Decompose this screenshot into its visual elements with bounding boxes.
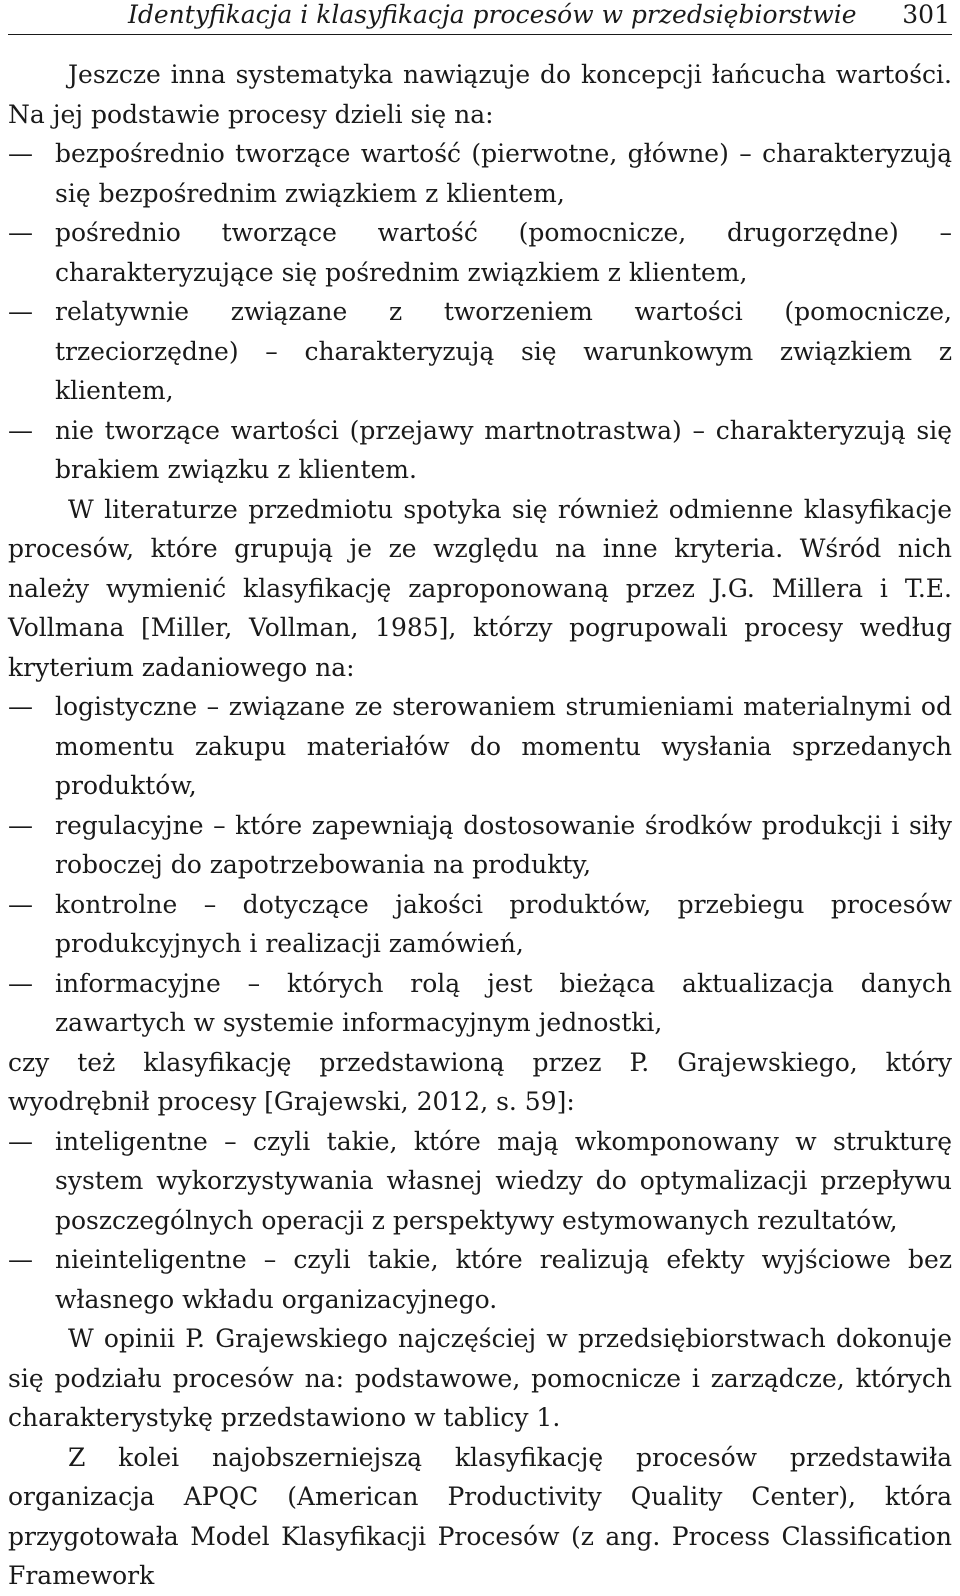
paragraph: W literaturze przedmiotu spotyka się również odmienne klasyfikacje procesów, które grupują je ze względu na inne kryteria. Wśród nich należy wymienić klasyfikację zaproponowaną przez J.G. Millera i T.E. Vollmana [Miller, Vollman, 1985], którzy pogrupowali procesy według kryterium zadaniowego na: xyxy=(8,494,952,682)
paragraph: W opinii P. Grajewskiego najczęściej w przedsiębiorstwach dokonuje się podziału procesów na: podstawowe, pomocnicze i zarządcze, których charakterystykę przedstawiono w tablicy 1. xyxy=(8,1324,952,1432)
list-item: — regulacyjne – które zapewniają dostosowanie środków produkcji i siły roboczej do zapotrzebowania na produkty, xyxy=(8,806,952,885)
running-header-title: Identyfikacja i klasyfikacja procesów w przedsiębiorstwie xyxy=(128,0,857,29)
list-item: — nie tworzące wartości (przejawy martnotrastwa) – charakteryzują się brakiem związku z klientem. xyxy=(8,411,952,490)
paragraph: Jeszcze inna systematyka nawiązuje do koncepcji łańcucha wartości. Na jej podstawie procesy dzieli się na: xyxy=(8,60,952,129)
list-item: — nieinteligentne – czyli takie, które realizują efekty wyjściowe bez własnego wkładu organizacyjnego. xyxy=(8,1240,952,1319)
list-item: — pośrednio tworzące wartość (pomocnicze, drugorzędne) – charakteryzujące się pośrednim związkiem z klientem, xyxy=(8,213,952,292)
paragraph: czy też klasyfikację przedstawioną przez P. Grajewskiego, który wyodrębnił procesy [Grajewski, 2012, s. 59]: xyxy=(8,1047,952,1116)
value-chain-list xyxy=(8,134,952,490)
page-number: 301 xyxy=(902,0,950,29)
task-criterion-list xyxy=(8,687,952,1043)
paragraph: Z kolei najobszerniejszą klasyfikację procesów przedstawiła organizacja APQC (American Productivity Quality Center), która przygotowała Model Klasyfikacji Procesów (z ang. Process Classification Framework xyxy=(8,1442,952,1590)
grajewski-list xyxy=(8,1122,952,1320)
running-header xyxy=(8,0,952,35)
list-item: — bezpośrednio tworzące wartość (pierwotne, główne) – charakteryzują się bezpośrednim związkiem z klientem, xyxy=(8,134,952,213)
list-item: — inteligentne – czyli takie, które mają wkomponowany w strukturę system wykorzystywania własnej wiedzy do optymalizacji przepływu poszczególnych operacji z perspektywy estymowanych rezultatów, xyxy=(8,1122,952,1241)
list-item: — kontrolne – dotyczące jakości produktów, przebiegu procesów produkcyjnych i realizacji zamówień, xyxy=(8,885,952,964)
list-item: — relatywnie związane z tworzeniem wartości (pomocnicze, trzeciorzędne) – charakteryzują się warunkowym związkiem z klientem, xyxy=(8,292,952,411)
body-text xyxy=(8,55,952,1596)
list-item: — logistyczne – związane ze sterowaniem strumieniami materialnymi od momentu zakupu materiałów do momentu wysłania sprzedanych produktów, xyxy=(8,687,952,806)
list-item: — informacyjne – których rolą jest bieżąca aktualizacja danych zawartych w systemie informacyjnym jednostki, xyxy=(8,964,952,1043)
